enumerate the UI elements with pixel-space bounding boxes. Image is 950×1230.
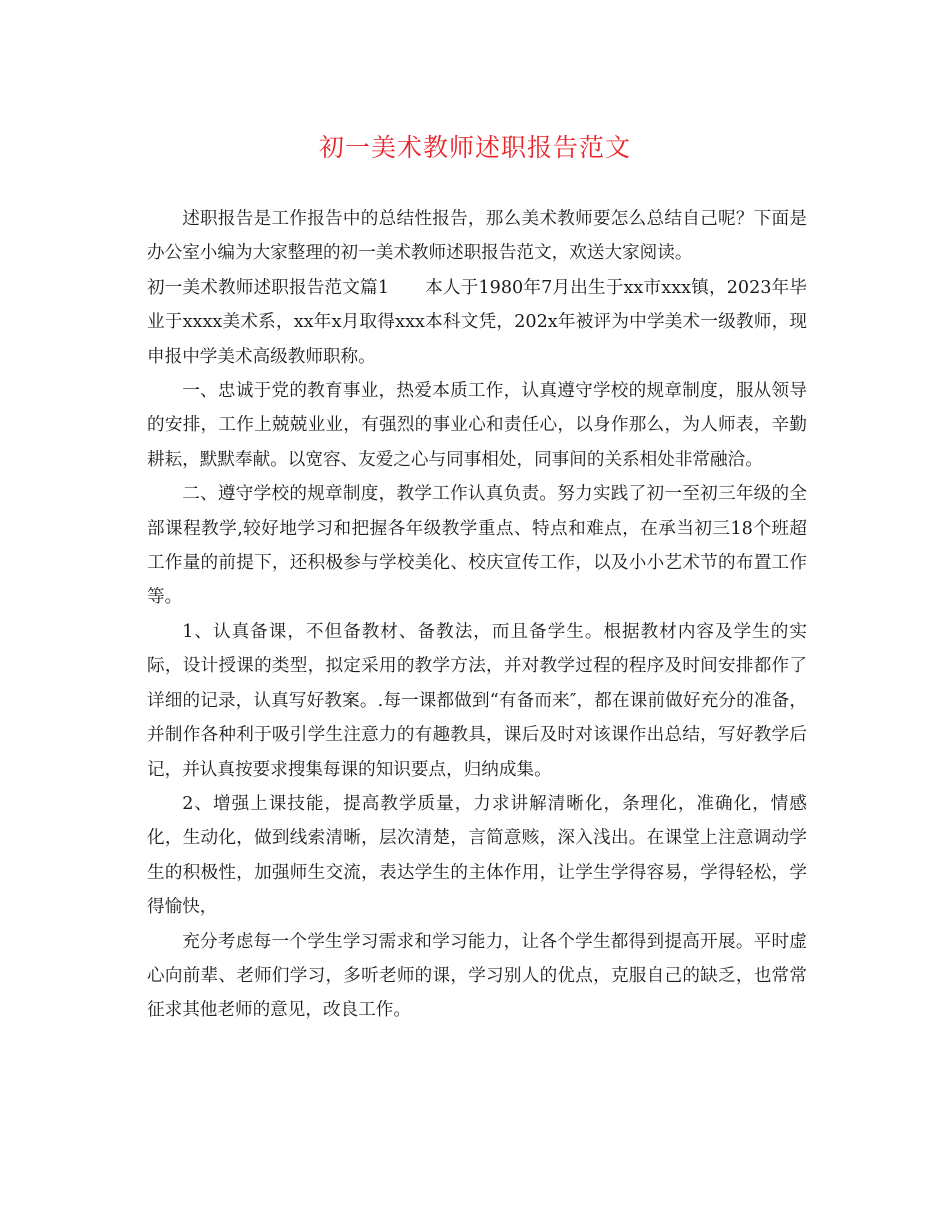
document-title: 初一美术教师述职报告范文	[318, 133, 631, 162]
document-body	[147, 202, 807, 1028]
section-paragraph	[147, 271, 807, 374]
paragraph-4: 2、增强上课技能，提高教学质量，力求讲解清晰化，条理化，准确化，情感化，生动化，做到线索清晰，层次清楚，言简意赅，深入浅出。在课堂上注意调动学生的积极性，加强师生交流，表达学生的主体作用，让学生学得容易，学得轻松，学得愉快，	[147, 793, 807, 918]
paragraph-5: 充分考虑每一个学生学习需求和学习能力，让各个学生都得到提高开展。平时虚心向前辈、老师们学习，多听老师的课，学习别人的优点，克服自己的缺乏，也常常征求其他老师的意见，改良工作。	[147, 931, 807, 1021]
intro-paragraph: 述职报告是工作报告中的总结性报告，那么美术教师要怎么总结自己呢？下面是办公室小编为大家整理的初一美术教师述职报告范文，欢送大家阅读。	[147, 209, 807, 264]
paragraph-1: 一、忠诚于党的教育事业，热爱本质工作，认真遵守学校的规章制度，服从领导的安排，工作上兢兢业业，有强烈的事业心和责任心，以身作那么，为人师表，辛勤耕耘，默默奉献。以宽容、友爱之心与同事相处，同事间的关系相处非常融洽。	[147, 381, 807, 470]
section-heading: 初一美术教师述职报告范文篇1	[147, 277, 390, 298]
section-first-text: 本人于1980年7月出生于xx市xxx镇，2023年毕业于xxxx美术系，xx年x月取得xxx本科文凭，202x年被评为中学美术一级教师，现申报中学美术高级教师职称。	[147, 277, 807, 367]
paragraph-2: 二、遵守学校的规章制度，教学工作认真负责。努力实践了初一至初三年级的全部课程教学,较好地学习和把握各年级教学重点、特点和难点，在承当初三18个班超工作量的前提下，还积极参与学校美化、校庆宣传工作，以及小小艺术节的布置工作等。	[147, 484, 807, 608]
paragraph-3: 1、认真备课，不但备教材、备教法，而且备学生。根据教材内容及学生的实际，设计授课的类型，拟定采用的教学方法，并对教学过程的程序及时间安排都作了详细的记录，认真写好教案。.每一课都做到“有备而来″，都在课前做好充分的准备，并制作各种利于吸引学生注意力的有趣教具，课后及时对该课作出总结，写好教学后记，并认真按要求搜集每课的知识要点，归纳成集。	[147, 621, 807, 780]
